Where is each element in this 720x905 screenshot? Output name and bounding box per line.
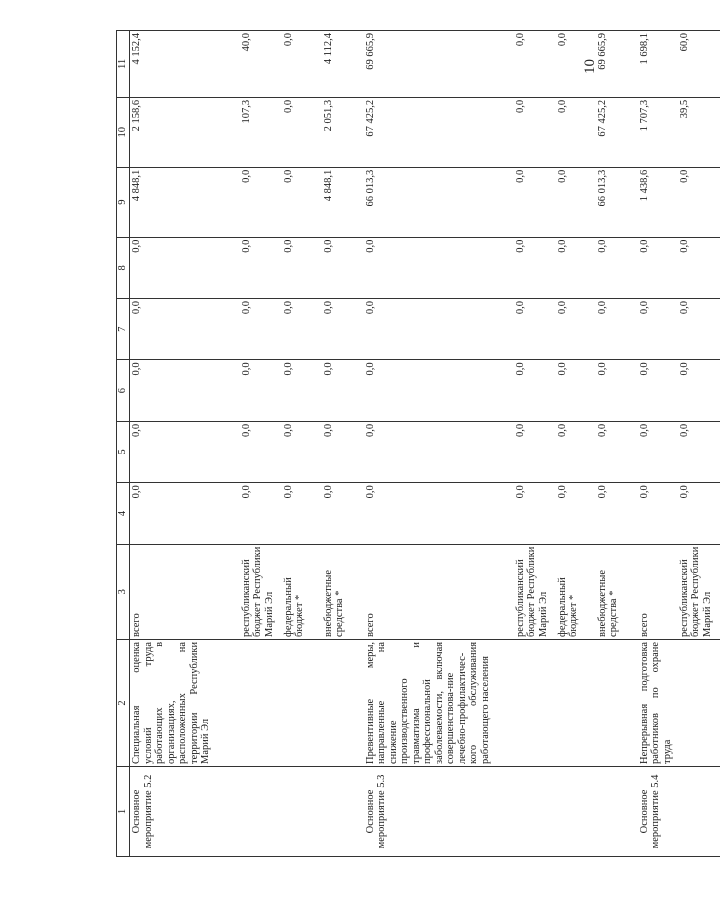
funding-source-cell: федеральный бюджет * xyxy=(556,544,596,639)
value-cell-col-5: 0,0 xyxy=(596,421,638,482)
value-cell-col-5: 0,0 xyxy=(130,421,240,482)
event-name-cell: Основное мероприятие 5.3 xyxy=(364,767,514,857)
value-cell-col-9: 0,0 xyxy=(556,167,596,237)
page-number: 10 xyxy=(582,59,598,74)
value-cell-col-9: 4 848,1 xyxy=(130,167,240,237)
table-row xyxy=(556,31,596,857)
value-cell-col-5: 0,0 xyxy=(678,421,720,482)
value-cell-col-11: 0,0 xyxy=(556,31,596,98)
value-cell-col-8: 0,0 xyxy=(364,237,514,298)
value-cell-col-4: 0,0 xyxy=(322,483,364,544)
value-cell-col-8: 0,0 xyxy=(514,237,556,298)
value-cell-col-6: 0,0 xyxy=(514,360,556,421)
event-name-cell xyxy=(678,767,720,857)
value-cell-col-10: 107,3 xyxy=(240,97,282,167)
table-row xyxy=(638,31,678,857)
value-cell-col-8: 0,0 xyxy=(282,237,322,298)
value-cell-col-6: 0,0 xyxy=(638,360,678,421)
event-description-cell: Непрерывная подготовка работников по охране труда xyxy=(638,639,678,766)
value-cell-col-6: 0,0 xyxy=(130,360,240,421)
value-cell-col-7: 0,0 xyxy=(556,299,596,360)
funding-source-cell: республиканский бюджет Республики Марий Эл xyxy=(514,544,556,639)
value-cell-col-5: 0,0 xyxy=(282,421,322,482)
value-cell-col-8: 0,0 xyxy=(596,237,638,298)
table-header-row xyxy=(117,31,130,857)
funding-source-cell: всего xyxy=(364,544,514,639)
event-description-cell xyxy=(514,639,556,766)
value-cell-col-10: 39,5 xyxy=(678,97,720,167)
table-row xyxy=(364,31,514,857)
value-cell-col-11: 60,0 xyxy=(678,31,720,98)
column-header-11: 11 xyxy=(117,31,130,98)
table-row xyxy=(514,31,556,857)
funding-source-cell: республиканский бюджет Республики Марий Эл xyxy=(240,544,282,639)
table-row xyxy=(322,31,364,857)
value-cell-col-4: 0,0 xyxy=(130,483,240,544)
event-description-cell xyxy=(556,639,596,766)
value-cell-col-10: 0,0 xyxy=(514,97,556,167)
value-cell-col-4: 0,0 xyxy=(596,483,638,544)
funding-source-cell: всего xyxy=(638,544,678,639)
event-description-cell: Специальная оценка условий труда работающих в организациях, расположенных на территории Республики Марий Эл xyxy=(130,639,240,766)
funding-source-cell: внебюджетные средства * xyxy=(596,544,638,639)
column-header-8: 8 xyxy=(117,237,130,298)
value-cell-col-10: 2 158,6 xyxy=(130,97,240,167)
value-cell-col-7: 0,0 xyxy=(514,299,556,360)
value-cell-col-5: 0,0 xyxy=(364,421,514,482)
event-description-cell: Превентивные меры, направленные на снижение производственного травматизма и профессиональной заболеваемости, включая совершенствова-ние лечебно-профилактичес-кого обслуживания работающего населения xyxy=(364,639,514,766)
value-cell-col-11: 69 665,9 xyxy=(364,31,514,98)
value-cell-col-11: 1 698,1 xyxy=(638,31,678,98)
column-header-9: 9 xyxy=(117,167,130,237)
value-cell-col-6: 0,0 xyxy=(678,360,720,421)
value-cell-col-5: 0,0 xyxy=(556,421,596,482)
table-body xyxy=(130,31,720,857)
value-cell-col-4: 0,0 xyxy=(678,483,720,544)
column-header-5: 5 xyxy=(117,421,130,482)
value-cell-col-9: 4 848,1 xyxy=(322,167,364,237)
value-cell-col-9: 1 438,6 xyxy=(638,167,678,237)
value-cell-col-9: 0,0 xyxy=(282,167,322,237)
column-header-6: 6 xyxy=(117,360,130,421)
value-cell-col-8: 0,0 xyxy=(130,237,240,298)
value-cell-col-11: 40,0 xyxy=(240,31,282,98)
value-cell-col-6: 0,0 xyxy=(556,360,596,421)
column-header-1: 1 xyxy=(117,767,130,857)
value-cell-col-9: 66 013,3 xyxy=(596,167,638,237)
table-row xyxy=(678,31,720,857)
value-cell-col-6: 0,0 xyxy=(364,360,514,421)
value-cell-col-4: 0,0 xyxy=(514,483,556,544)
value-cell-col-7: 0,0 xyxy=(240,299,282,360)
event-name-cell xyxy=(322,767,364,857)
table-row xyxy=(282,31,322,857)
value-cell-col-7: 0,0 xyxy=(364,299,514,360)
event-name-cell: Основное мероприятие 5.4 xyxy=(638,767,678,857)
event-description-cell xyxy=(282,639,322,766)
value-cell-col-10: 0,0 xyxy=(556,97,596,167)
event-name-cell xyxy=(282,767,322,857)
value-cell-col-8: 0,0 xyxy=(638,237,678,298)
value-cell-col-11: 0,0 xyxy=(514,31,556,98)
value-cell-col-11: 0,0 xyxy=(282,31,322,98)
value-cell-col-6: 0,0 xyxy=(596,360,638,421)
column-header-4: 4 xyxy=(117,483,130,544)
column-header-10: 10 xyxy=(117,97,130,167)
value-cell-col-5: 0,0 xyxy=(638,421,678,482)
event-name-cell xyxy=(514,767,556,857)
value-cell-col-4: 0,0 xyxy=(364,483,514,544)
event-name-cell xyxy=(240,767,282,857)
value-cell-col-7: 0,0 xyxy=(130,299,240,360)
value-cell-col-4: 0,0 xyxy=(282,483,322,544)
table-row xyxy=(240,31,282,857)
value-cell-col-9: 0,0 xyxy=(514,167,556,237)
event-description-cell xyxy=(240,639,282,766)
budget-table xyxy=(116,30,720,857)
funding-source-cell: республиканский бюджет Республики Марий Эл xyxy=(678,544,720,639)
value-cell-col-8: 0,0 xyxy=(240,237,282,298)
value-cell-col-4: 0,0 xyxy=(556,483,596,544)
event-description-cell xyxy=(596,639,638,766)
funding-source-cell: всего xyxy=(130,544,240,639)
value-cell-col-5: 0,0 xyxy=(514,421,556,482)
value-cell-col-6: 0,0 xyxy=(282,360,322,421)
value-cell-col-8: 0,0 xyxy=(322,237,364,298)
value-cell-col-10: 67 425,2 xyxy=(596,97,638,167)
event-name-cell xyxy=(596,767,638,857)
funding-source-cell: федеральный бюджет * xyxy=(282,544,322,639)
value-cell-col-7: 0,0 xyxy=(678,299,720,360)
event-name-cell xyxy=(556,767,596,857)
value-cell-col-6: 0,0 xyxy=(240,360,282,421)
value-cell-col-11: 4 152,4 xyxy=(130,31,240,98)
event-description-cell xyxy=(678,639,720,766)
value-cell-col-11: 69 665,9 xyxy=(596,31,638,98)
value-cell-col-11: 4 112,4 xyxy=(322,31,364,98)
event-name-cell: Основное мероприятие 5.2 xyxy=(130,767,240,857)
value-cell-col-4: 0,0 xyxy=(240,483,282,544)
value-cell-col-10: 67 425,2 xyxy=(364,97,514,167)
column-header-3: 3 xyxy=(117,544,130,639)
table-row xyxy=(596,31,638,857)
value-cell-col-6: 0,0 xyxy=(322,360,364,421)
column-header-7: 7 xyxy=(117,299,130,360)
value-cell-col-10: 2 051,3 xyxy=(322,97,364,167)
table-row xyxy=(130,31,240,857)
value-cell-col-5: 0,0 xyxy=(322,421,364,482)
value-cell-col-9: 0,0 xyxy=(678,167,720,237)
value-cell-col-7: 0,0 xyxy=(638,299,678,360)
value-cell-col-8: 0,0 xyxy=(678,237,720,298)
value-cell-col-8: 0,0 xyxy=(556,237,596,298)
rotated-table-container xyxy=(116,30,713,857)
column-header-2: 2 xyxy=(117,639,130,766)
event-description-cell xyxy=(322,639,364,766)
value-cell-col-4: 0,0 xyxy=(638,483,678,544)
funding-source-cell: внебюджетные средства * xyxy=(322,544,364,639)
value-cell-col-7: 0,0 xyxy=(322,299,364,360)
value-cell-col-10: 1 707,3 xyxy=(638,97,678,167)
value-cell-col-9: 66 013,3 xyxy=(364,167,514,237)
value-cell-col-7: 0,0 xyxy=(596,299,638,360)
value-cell-col-9: 0,0 xyxy=(240,167,282,237)
value-cell-col-10: 0,0 xyxy=(282,97,322,167)
value-cell-col-5: 0,0 xyxy=(240,421,282,482)
value-cell-col-7: 0,0 xyxy=(282,299,322,360)
